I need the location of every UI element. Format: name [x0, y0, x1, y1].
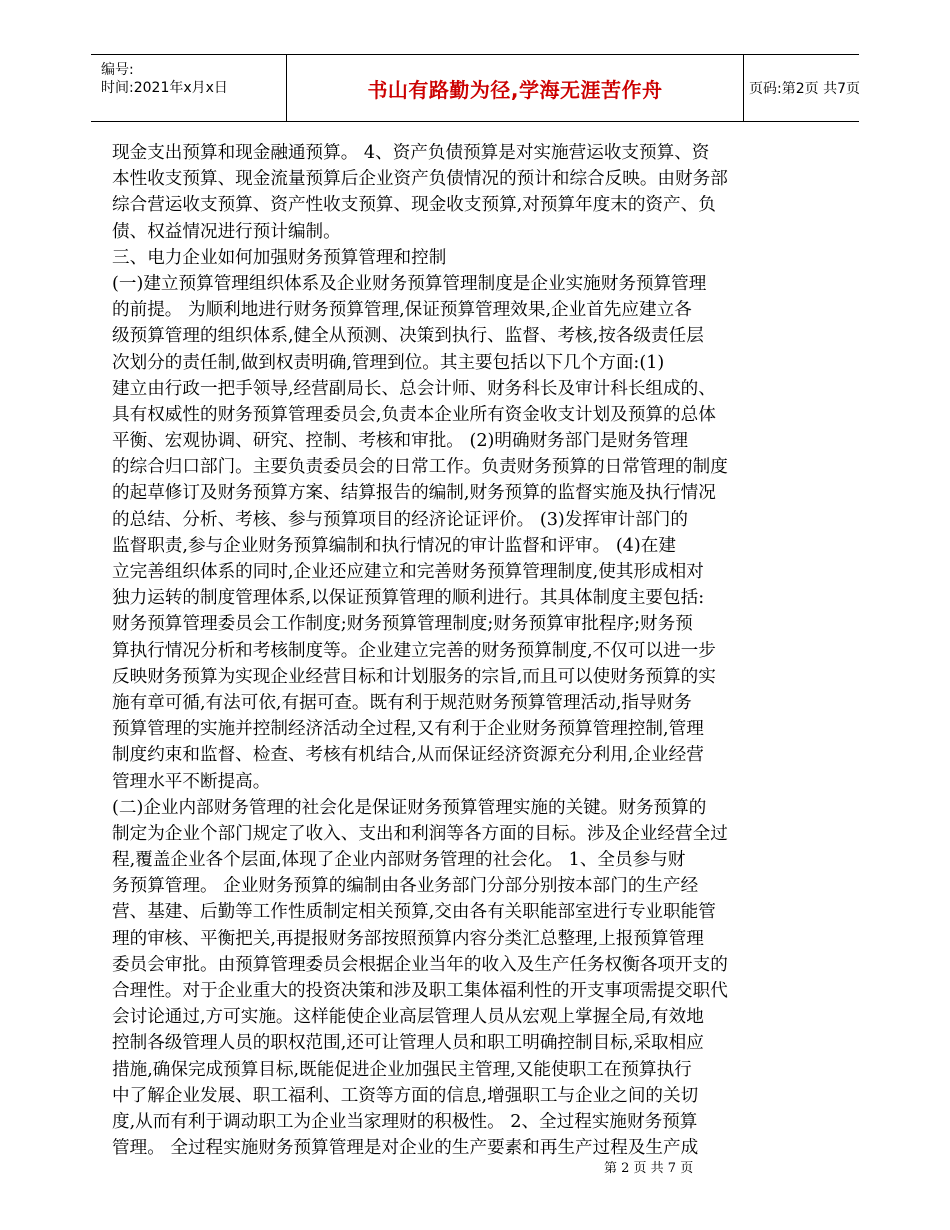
header-motto-cell	[286, 55, 744, 121]
text-line: 管理水平不断提高。	[112, 771, 271, 792]
text-line: 平衡、宏观协调、研究、控制、考核和审批。 (2)明确财务部门是财务管理	[112, 431, 688, 452]
text-line: (一)建立预算管理组织体系及企业财务预算管理制度是企业实施财务预算管理	[112, 273, 707, 294]
text-line: 三、电力企业如何加强财务预算管理和控制	[112, 247, 447, 268]
text-line: 措施,确保完成预算目标,既能促进企业加强民主管理,又能使职工在预算执行	[112, 1059, 692, 1080]
text-line: 程,覆盖企业各个层面,体现了企业内部财务管理的社会化。 1、全员参与财	[112, 850, 686, 871]
page-number-label: 页码:第2页 共7页	[749, 81, 860, 97]
text-line: 制度约束和监督、检查、考核有机结合,从而保证经济资源充分利用,企业经营	[112, 745, 704, 766]
text-line: 的起草修订及财务预算方案、结算报告的编制,财务预算的监督实施及执行情况	[112, 483, 716, 504]
header-page-cell	[743, 55, 859, 121]
text-line: 的总结、分析、考核、参与预算项目的经济论证评价。 (3)发挥审计部门的	[112, 509, 688, 530]
text-line: 中了解企业发展、职工福利、工资等方面的信息,增强职工与企业之间的关切	[112, 1085, 699, 1106]
text-line: 立完善组织体系的同时,企业还应建立和完善财务预算管理制度,使其形成相对	[112, 562, 704, 582]
text-line: 的前提。 为顺利地进行财务预算管理,保证预算管理效果,企业首先应建立各	[112, 300, 692, 321]
text-line: 建立由行政一把手领导,经营副局长、总会计师、财务科长及审计科长组成的、	[112, 378, 716, 399]
text-line: 营、基建、后勤等工作性质制定相关预算,交由各有关职能部室进行专业职能管	[112, 902, 716, 923]
document-header	[91, 54, 859, 122]
text-line: 财务预算管理委员会工作制度;财务预算管理制度;财务预算审批程序;财务预	[112, 614, 693, 635]
text-line: 预算管理的实施并控制经济活动全过程,又有利于企业财务预算管理控制,管理	[112, 719, 704, 740]
motto-text: 书山有路勤为径,学海无涯苦作舟	[367, 77, 663, 102]
text-line: 具有权威性的财务预算管理委员会,负责本企业所有资金收支计划及预算的总体	[112, 404, 716, 425]
text-line: 监督职责,参与企业财务预算编制和执行情况的审计监督和评审。 (4)在建	[112, 535, 676, 556]
text-line: (二)企业内部财务管理的社会化是保证财务预算管理实施的关键。财务预算的	[112, 797, 707, 818]
number-label: 编号:	[101, 62, 134, 78]
text-line: 债、权益情况进行预计编制。	[112, 221, 341, 242]
text-line: 理的审核、平衡把关,再提报财务部按照预算内容分类汇总整理,上报预算管理	[112, 928, 704, 949]
text-line: 次划分的责任制,做到权责明确,管理到位。其主要包括以下几个方面:(1)	[112, 352, 665, 373]
text-line: 合理性。对于企业重大的投资决策和涉及职工集体福利性的开支事项需提交职代	[112, 981, 728, 1001]
text-line: 度,从而有利于调动职工为企业当家理财的积极性。 2、全过程实施财务预算	[112, 1111, 698, 1132]
header-left-cell	[91, 55, 286, 121]
text-line: 算执行情况分析和考核制度等。企业建立完善的财务预算制度,不仅可以进一步	[112, 640, 716, 661]
text-line: 务预算管理。 企业财务预算的编制由各业务部门分部分别按本部门的生产经	[112, 876, 699, 897]
text-line: 反映财务预算为实现企业经营目标和计划服务的宗旨,而且可以使财务预算的实	[112, 666, 716, 687]
text-line: 制定为企业个部门规定了收入、支出和利润等各方面的目标。涉及企业经营全过	[112, 823, 728, 844]
text-line: 委员会审批。由预算管理委员会根据企业当年的收入及生产任务权衡各项开支的	[112, 954, 728, 975]
document-body	[112, 140, 772, 1161]
text-line: 综合营运收支预算、资产性收支预算、现金收支预算,对预算年度末的资产、负	[112, 195, 716, 216]
text-line: 的综合归口部门。主要负责委员会的日常工作。负责财务预算的日常管理的制度	[112, 457, 728, 478]
text-line: 现金支出预算和现金融通预算。 4、资产负债预算是对实施营运收支预算、资	[112, 143, 710, 163]
text-line: 管理。 全过程实施财务预算管理是对企业的生产要素和再生产过程及生产成	[112, 1138, 699, 1159]
text-line: 控制各级管理人员的职权范围,还可让管理人员和职工明确控制目标,采取相应	[112, 1033, 704, 1054]
text-line: 本性收支预算、现金流量预算后企业资产负债情况的预计和综合反映。由财务部	[112, 169, 728, 190]
footer-page-number: 第 2 页 共 7 页	[604, 1161, 694, 1176]
time-label: 时间:2021年x月x日	[101, 80, 228, 96]
text-line: 独力运转的制度管理体系,以保证预算管理的顺利进行。其具体制度主要包括:	[112, 588, 705, 609]
text-line: 施有章可循,有法可依,有据可查。既有利于规范财务预算管理活动,指导财务	[112, 692, 692, 713]
text-line: 级预算管理的组织体系,健全从预测、决策到执行、监督、考核,按各级责任层	[112, 326, 704, 347]
text-line: 会讨论通过,方可实施。这样能使企业高层管理人员从宏观上掌握全局,有效地	[112, 1007, 704, 1028]
